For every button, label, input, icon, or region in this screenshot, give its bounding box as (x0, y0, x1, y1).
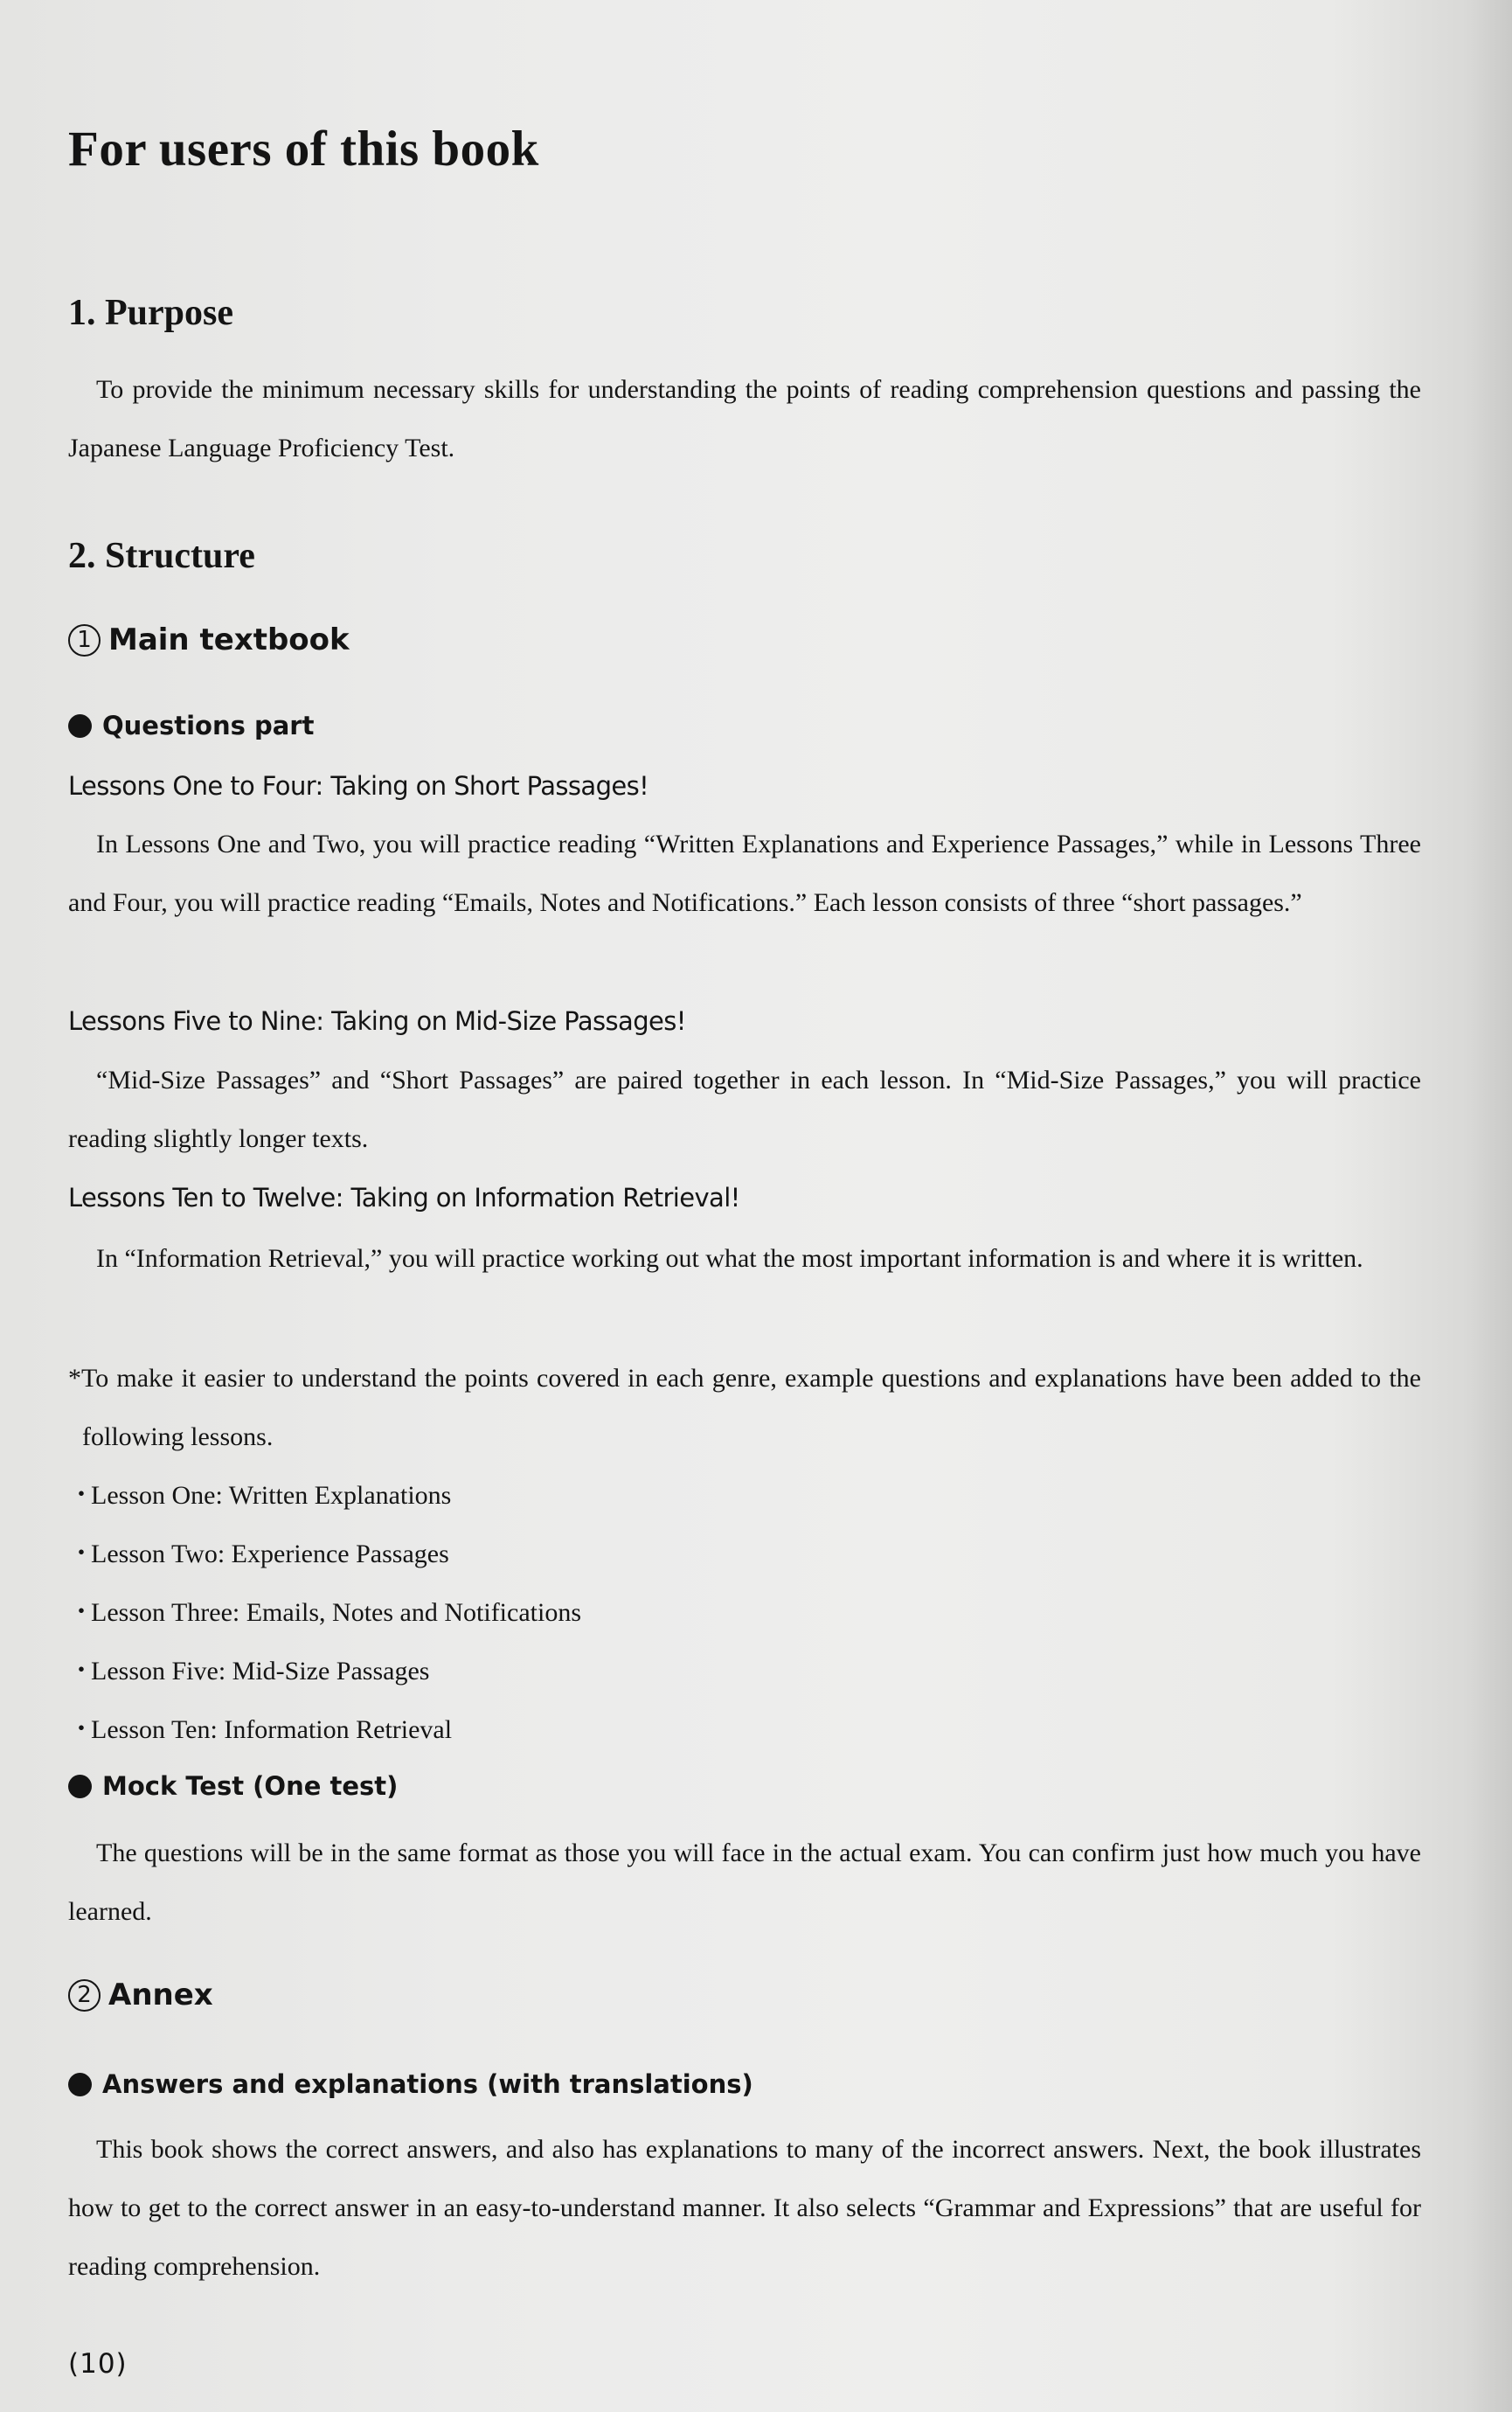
list-item (68, 1525, 581, 1583)
answers-heading (68, 2069, 753, 2099)
page-number: (10) (68, 2348, 128, 2380)
mock-test-label: Mock Test (One test) (102, 1771, 399, 1801)
bullet-mark: ・ (68, 1657, 94, 1686)
lessons-five-to-nine-title: Lessons Five to Nine: Taking on Mid-Size Passages! (68, 1006, 686, 1036)
list-item-text: Lesson One: Written Explanations (91, 1481, 452, 1510)
lessons-one-to-four-title: Lessons One to Four: Taking on Short Passages! (68, 771, 649, 801)
lessons-ten-to-twelve-title: Lessons Ten to Twelve: Taking on Information Retrieval! (68, 1183, 740, 1213)
list-item (68, 1583, 581, 1642)
list-item (68, 1642, 581, 1700)
bullet-mark: ・ (68, 1715, 94, 1744)
mock-test-heading (68, 1771, 398, 1801)
bullet-mark: ・ (68, 1481, 94, 1510)
purpose-text: To provide the minimum necessary skills for understanding the points of reading comprehension questions and passing the Japanese Language Proficiency Test. (68, 375, 1421, 462)
bullet-dot-icon (68, 2073, 92, 2096)
circled-number-two: 2 (68, 1979, 101, 2012)
example-note: *To make it easier to understand the points covered in each genre, example questions and explanations have been added to the following lessons. (68, 1364, 1421, 1451)
questions-part-heading (68, 711, 314, 740)
answers-label: Answers and explanations (with translations) (102, 2069, 753, 2099)
list-item-text: Lesson Ten: Information Retrieval (91, 1715, 453, 1744)
mock-test-text: The questions will be in the same format as those you will face in the actual exam. You can confirm just how much you have learned. (68, 1839, 1421, 1926)
list-item-text: Lesson Three: Emails, Notes and Notifications (91, 1598, 581, 1627)
page (68, 0, 1432, 2412)
purpose-heading: 1. Purpose (68, 293, 233, 333)
answers-text: This book shows the correct answers, and also has explanations to many of the incorrect answers. Next, the book illustrates how to get to the correct answer in an easy-to-understand manner. It also selects “Grammar and Expressions” that are useful for reading comprehension. (68, 2135, 1421, 2281)
main-textbook-label: Main textbook (108, 622, 350, 657)
annex-heading (68, 1978, 213, 2012)
lessons-five-to-nine-text: “Mid-Size Passages” and “Short Passages” are paired together in each lesson. In “Mid-Size Passages,” you will practice reading slightly longer texts. (68, 1066, 1421, 1153)
questions-part-label: Questions part (102, 711, 315, 740)
list-item (68, 1466, 581, 1525)
bullet-mark: ・ (68, 1540, 94, 1568)
annex-label: Annex (108, 1978, 213, 2012)
lessons-ten-to-twelve-text: In “Information Retrieval,” you will practice working out what the most important information is and where it is written. (96, 1244, 1363, 1273)
list-item-text: Lesson Five: Mid-Size Passages (91, 1657, 430, 1686)
page-title: For users of this book (68, 122, 539, 177)
list-item-text: Lesson Two: Experience Passages (91, 1540, 449, 1568)
main-textbook-heading (68, 622, 350, 657)
list-item (68, 1700, 581, 1759)
lessons-one-to-four-text: In Lessons One and Two, you will practice reading “Written Explanations and Experience Passages,” while in Lessons Three and Four, you will practice reading “Emails, Notes and Notifications.” Each lesson consists of three “short passages.” (68, 830, 1421, 917)
circled-number-one: 1 (68, 624, 101, 657)
structure-heading: 2. Structure (68, 536, 255, 576)
bullet-dot-icon (68, 714, 92, 738)
bullet-dot-icon (68, 1775, 92, 1798)
example-lessons-list (68, 1466, 581, 1759)
bullet-mark: ・ (68, 1598, 94, 1627)
